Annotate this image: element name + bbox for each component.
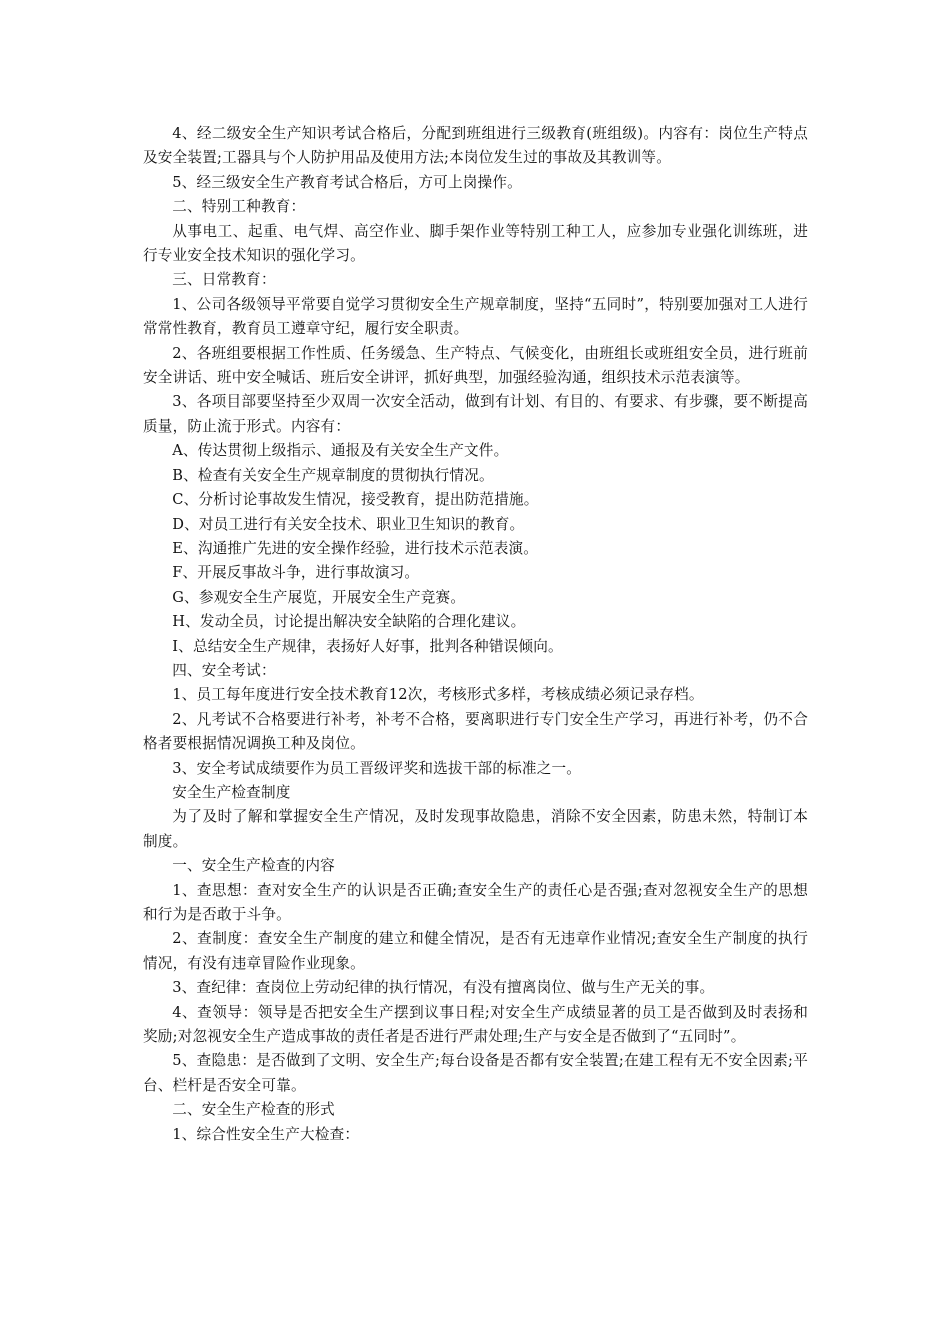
- paragraph: 1、综合性安全生产大检查：: [172, 1125, 360, 1143]
- section-heading: 一、安全生产检查的内容: [172, 857, 335, 875]
- section-heading: 四、安全考试：: [172, 661, 276, 679]
- paragraph: 2、查制度：查安全生产制度的建立和健全情况，是否有无违章作业情况;查安全生产制度的执行情况，有没有违章冒险作业现象。: [143, 930, 808, 972]
- list-item: E、沟通推广先进的安全操作经验，进行技术示范表演。: [172, 539, 539, 557]
- paragraph: 3、安全考试成绩要作为员工晋级评奖和选拔干部的标准之一。: [172, 759, 582, 777]
- section-heading: 二、特别工种教育：: [172, 198, 306, 216]
- list-item: G、参观安全生产展览，开展安全生产竞赛。: [172, 588, 466, 606]
- paragraph: 1、公司各级领导平常要自觉学习贯彻安全生产规章制度，坚持“五同时”，特别要加强对工人进行常常性教育，教育员工遵章守纪，履行安全职责。: [143, 295, 808, 338]
- paragraph: 4、查领导：领导是否把安全生产摆到议事日程;对安全生产成绩显著的员工是否做到及时表扬和奖励;对忽视安全生产造成事故的责任者是否进行严肃处理;生产与安全是否做到了“五同时”。: [143, 1003, 808, 1046]
- list-item: D、对员工进行有关安全技术、职业卫生知识的教育。: [172, 515, 525, 533]
- document-title: 安全生产检查制度: [172, 783, 291, 801]
- section-heading: 三、日常教育：: [172, 271, 276, 289]
- list-item: F、开展反事故斗争，进行事故演习。: [172, 564, 420, 582]
- paragraph: 3、查纪律：查岗位上劳动纪律的执行情况，有没有擅离岗位、做与生产无关的事。: [172, 979, 715, 997]
- paragraph: 2、各班组要根据工作性质、任务缓急、生产特点、气候变化，由班组长或班组安全员，进行班前安全讲话、班中安全喊话、班后安全讲评，抓好典型，加强经验沟通，组织技术示范表演等。: [143, 344, 808, 387]
- paragraph: 从事电工、起重、电气焊、高空作业、脚手架作业等特别工种工人，应参加专业强化训练班，进行专业安全技术知识的强化学习。: [143, 222, 808, 265]
- section-heading: 二、安全生产检查的形式: [172, 1101, 335, 1119]
- list-item: I、总结安全生产规律，表扬好人好事，批判各种错误倾向。: [172, 637, 563, 655]
- paragraph: 为了及时了解和掌握安全生产情况，及时发现事故隐患，消除不安全因素，防患未然，特制订本制度。: [143, 808, 808, 850]
- list-item: A、传达贯彻上级指示、通报及有关安全生产文件。: [172, 442, 509, 460]
- list-item: H、发动全员，讨论提出解决安全缺陷的合理化建议。: [172, 613, 526, 631]
- paragraph: 1、员工每年度进行安全技术教育12次，考核形式多样，考核成绩必须记录存档。: [172, 686, 704, 704]
- paragraph: 5、经三级安全生产教育考试合格后，方可上岗操作。: [172, 173, 522, 191]
- list-item: B、检查有关安全生产规章制度的贯彻执行情况。: [172, 466, 494, 484]
- paragraph: 3、各项目部要坚持至少双周一次安全活动，做到有计划、有目的、有要求、有步骤，要不断提高质量，防止流于形式。内容有：: [143, 393, 808, 435]
- paragraph: 1、查思想：查对安全生产的认识是否正确;查安全生产的责任心是否强;查对忽视安全生产的思想和行为是否敢于斗争。: [143, 881, 808, 923]
- list-item: C、分析讨论事故发生情况，接受教育，提出防范措施。: [172, 491, 539, 509]
- paragraph: 4、经二级安全生产知识考试合格后，分配到班组进行三级教育(班组级)。内容有：岗位生产特点及安全装置;工器具与个人防护用品及使用方法;本岗位发生过的事故及其教训等。: [143, 125, 808, 167]
- document-page: [143, 122, 808, 1147]
- paragraph: 5、查隐患：是否做到了文明、安全生产;每台设备是否都有安全装置;在建工程有无不安全因素;平台、栏杆是否安全可靠。: [143, 1052, 808, 1094]
- paragraph: 2、凡考试不合格要进行补考，补考不合格，要离职进行专门安全生产学习，再进行补考，仍不合格者要根据情况调换工种及岗位。: [143, 710, 808, 753]
